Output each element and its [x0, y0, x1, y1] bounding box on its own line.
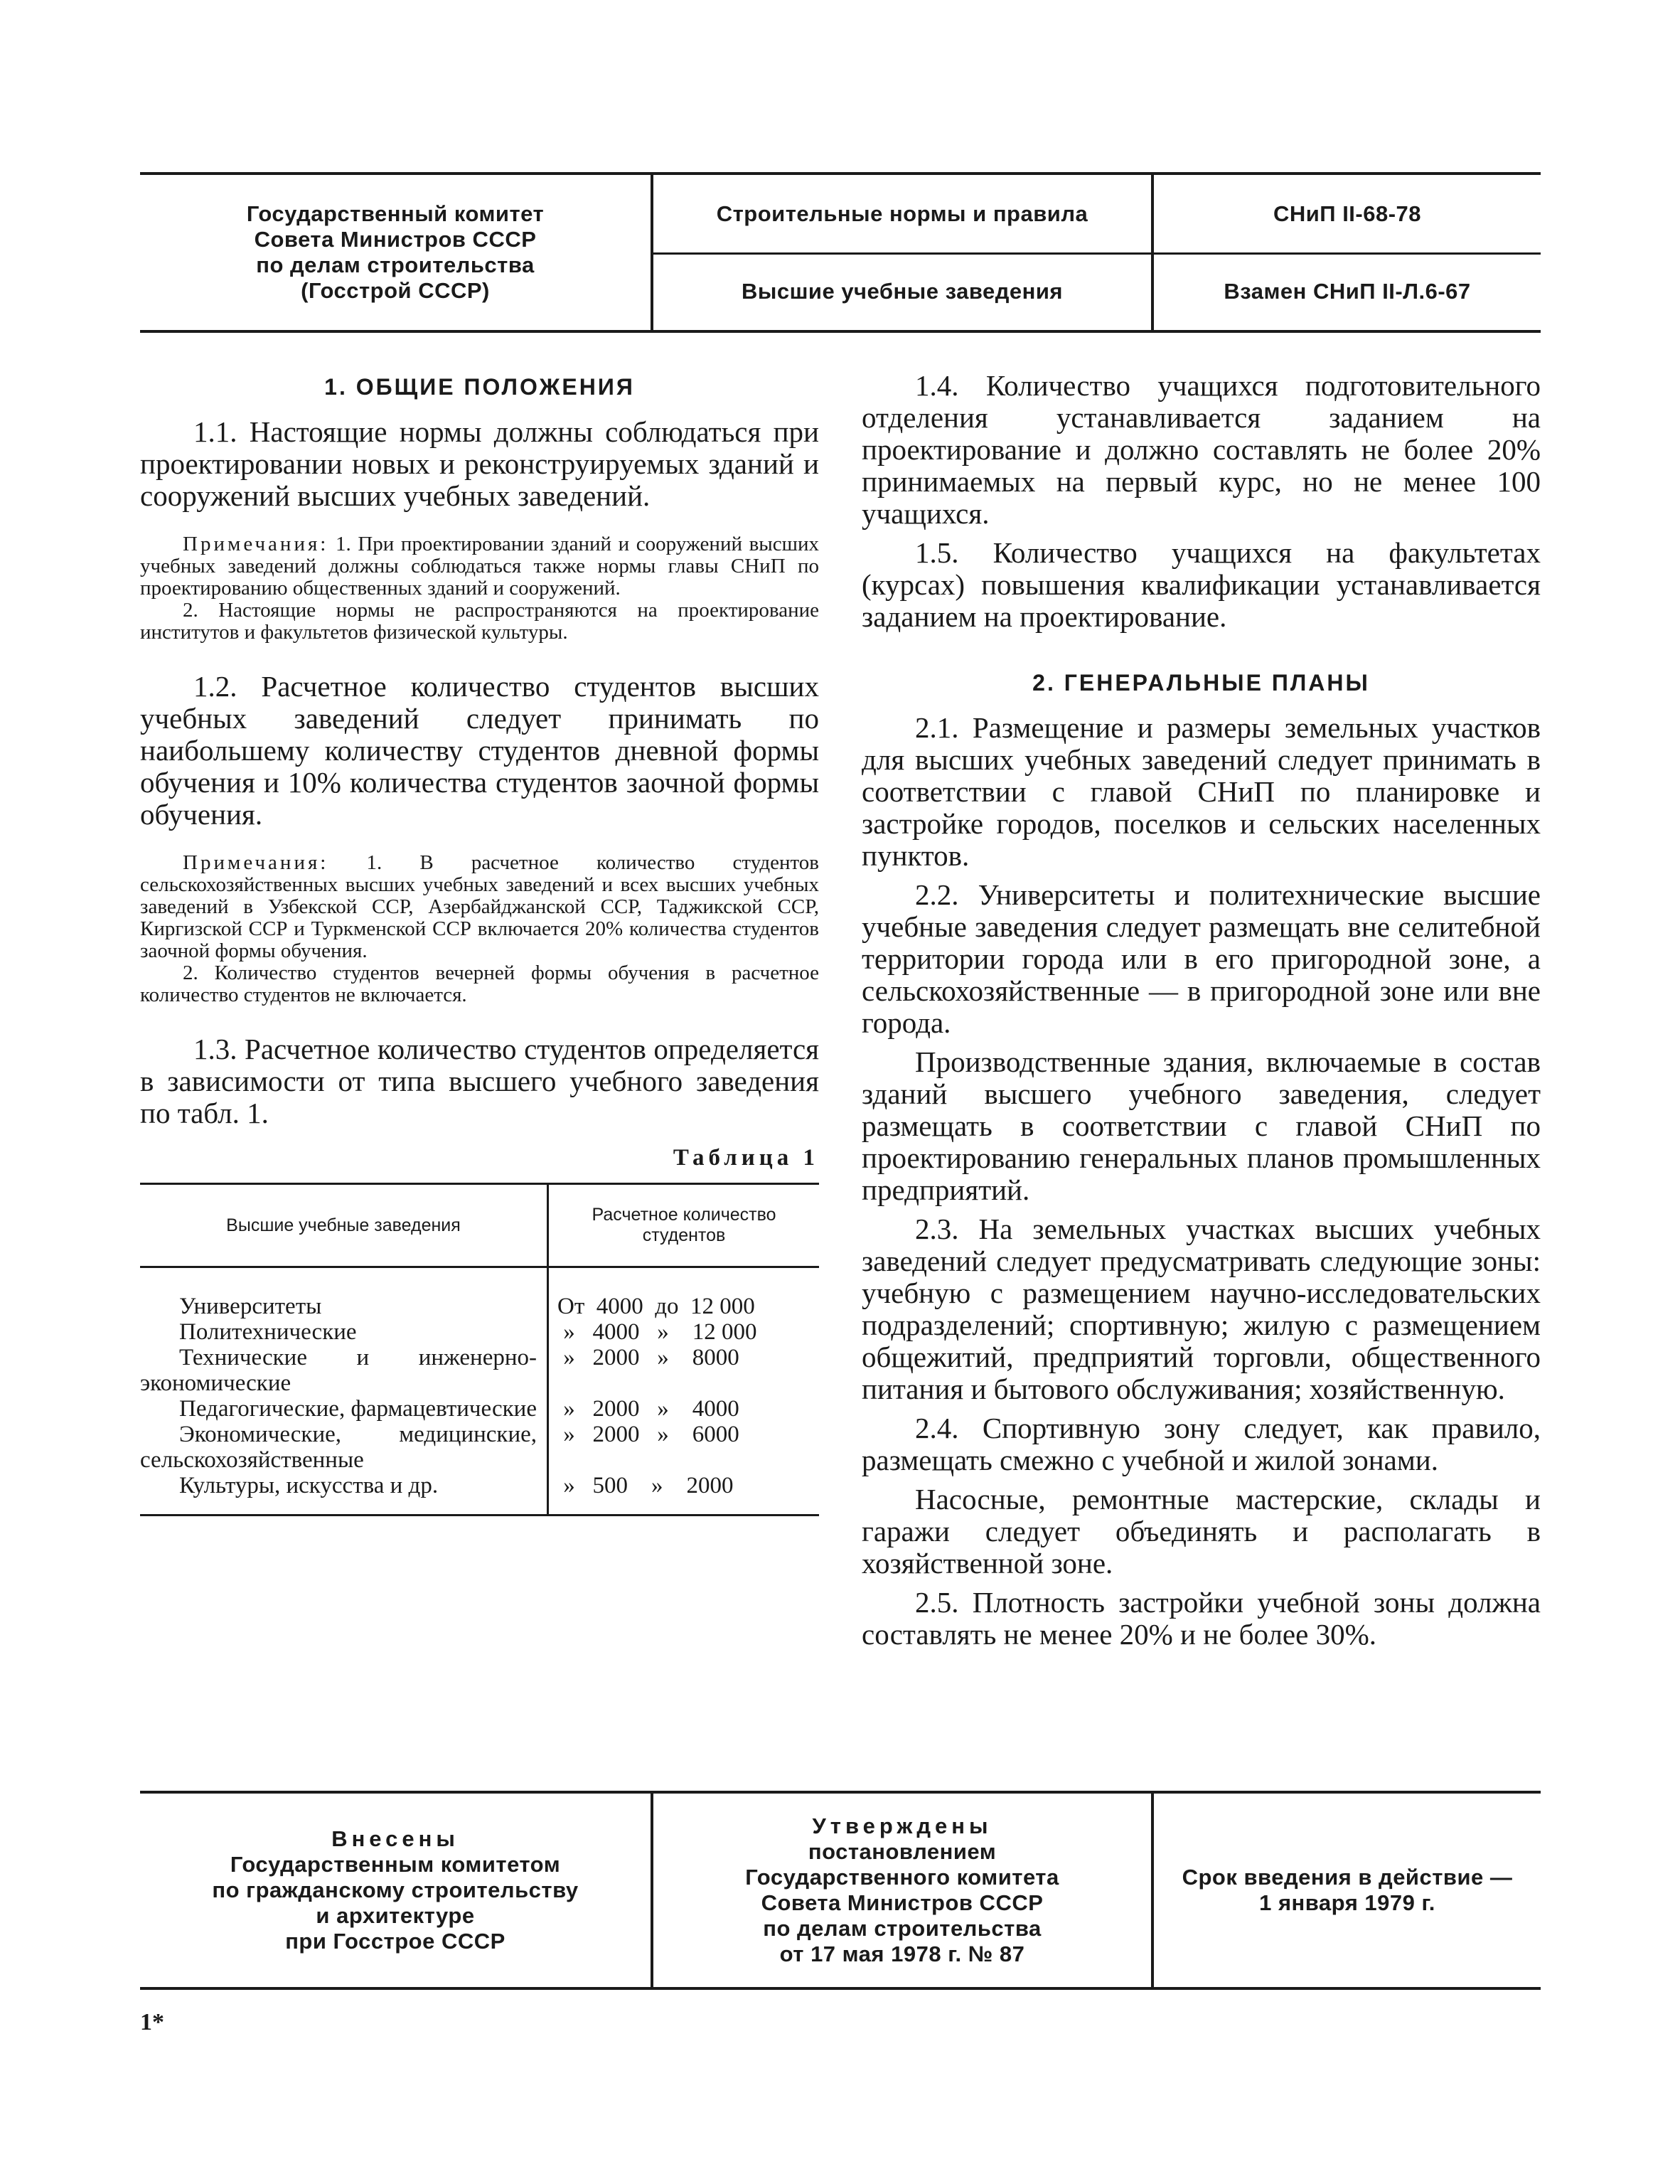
table-caption: Таблица 1 — [673, 1145, 819, 1171]
table-row — [140, 1267, 819, 1320]
effective-date-block: Срок введения в действие — 1 января 1979 г. — [1182, 1865, 1513, 1915]
notes-2: Примечания: 1. В расчетное количество студентов сельскохозяйственных высших учебных заведений и всех высших учебных заведений в Узбекской ССР, Азербайджанской ССР, Таджикской ССР, Киргизской ССР и Туркменской ССР включается 20% количества студентов заочной формы обучения. 2. Количество студентов вечерней формы обучения в расчетное количество студентов не включается. — [140, 851, 819, 1006]
table-row — [140, 1473, 819, 1516]
document-footer — [140, 1791, 1541, 1990]
paragraph-2-4: 2.4. Спортивную зону следует, как правило, размещать смежно с учебной и жилой зонами. — [862, 1412, 1541, 1476]
table-cell-value: От 4000 до 12 000 — [557, 1294, 755, 1319]
table-cell-value: » 2000 » 8000 — [557, 1345, 739, 1370]
notes-label: Примечания: — [183, 851, 329, 874]
paragraph-2-1: 2.1. Размещение и размеры земельных участков для высших учебных заведений следует принимать в соответствии с главой СНиП по планировке и застройке городов, поселков и сельских населенных пунктов. — [862, 711, 1541, 872]
table-header-students: Расчетное количество студентов — [548, 1184, 820, 1267]
approved-by-block: Утверждены постановлением Государственного комитета Совета Министров СССР по делам строительства от 17 мая 1978 г. № 87 — [745, 1813, 1059, 1966]
paragraph-1-5: 1.5. Количество учащихся на факультетах (курсах) повышения квалификации устанавливается заданием на проектирование. — [862, 536, 1541, 633]
subject-title: Высшие учебные заведения — [741, 278, 1064, 304]
issuing-committee: Государственный комитет Совета Министров СССР по делам строительства (Госстрой СССР) — [246, 201, 545, 303]
paragraph-1-3: 1.3. Расчетное количество студентов определяется в зависимости от типа высшего учебного заведения по табл. 1. — [140, 1033, 819, 1129]
paragraph-2-5: 2.5. Плотность застройки учебной зоны должна составлять не менее 20% и не более 30%. — [862, 1586, 1541, 1651]
table-row — [140, 1422, 819, 1473]
introduced-by-block: Внесены Государственным комитетом по гражданскому строительству и архитектуре при Госстрое СССР — [212, 1826, 579, 1954]
paragraph-2-3: 2.3. На земельных участках высших учебных заведений следует предусматривать следующие зоны: учебную с размещением научно-исследовательских подразделений; спортивную; жилую с размещением общежитий, предприятий торговли, общественного питания и бытового обслуживания; хозяйственную. — [862, 1213, 1541, 1405]
table-cell-value: » 2000 » 4000 — [557, 1396, 739, 1422]
left-column — [140, 370, 819, 1516]
table-cell-name: Экономические, медицинские, сельскохозяйственные — [140, 1422, 548, 1473]
replaces-code: Взамен СНиП II-Л.6-67 — [1224, 278, 1471, 304]
note-item: 2. Настоящие нормы не распространяются на проектирование институтов и факультетов физической культуры. — [140, 599, 819, 644]
note-item: 2. Количество студентов вечерней формы обучения в расчетное количество студентов не включается. — [140, 962, 819, 1006]
section-2-title: 2. ГЕНЕРАЛЬНЫЕ ПЛАНЫ — [1032, 670, 1370, 696]
table-cell-name: Политехнические — [140, 1319, 548, 1345]
norms-title-block — [653, 175, 1151, 330]
table-cell-value: » 500 » 2000 — [557, 1473, 734, 1498]
notes-1: Примечания: 1. При проектировании зданий и сооружений высших учебных заведений должны соблюдаться также нормы главы СНиП по проектированию общественных зданий и сооружений. 2. Настоящие нормы не распространяются на проектирование институтов и факультетов физической культуры. — [140, 533, 820, 644]
paragraph-1-1: 1.1. Настоящие нормы должны соблюдаться при проектировании новых и реконструируемых зданий и сооружений высших учебных заведений. — [140, 415, 819, 512]
document-code: СНиП II-68-78 — [1273, 201, 1422, 226]
code-block — [1154, 175, 1541, 330]
table-header-institution: Высшие учебные заведения — [140, 1184, 548, 1267]
paragraph-1-4: 1.4. Количество учащихся подготовительного отделения устанавливается заданием на проектирование и должно составлять не более 20% принимаемых на первый курс, но не менее 100 учащихся. — [862, 369, 1541, 530]
page-number: 1* — [140, 2009, 164, 2035]
right-column — [862, 370, 1541, 1658]
paragraph-2-2: 2.2. Университеты и политехнические высшие учебные заведения следует размещать вне селитебной территории города или в его пригородной зоне, а сельскохозяйственные — в пригородной зоне или вне города. — [862, 878, 1541, 1039]
paragraph-2-4-continued: Насосные, ремонтные мастерские, склады и гаражи следует объединять и располагать в хозяйственной зоне. — [862, 1483, 1541, 1580]
notes-label: Примечания: — [183, 533, 329, 555]
norms-title: Строительные нормы и правила — [716, 201, 1088, 226]
table-cell-name: Университеты — [140, 1267, 548, 1320]
table-cell-value: » 4000 » 12 000 — [557, 1319, 757, 1345]
table-cell-name: Технические и инженерно-экономические — [140, 1345, 548, 1396]
table-cell-name: Педагогические, фармацевтические — [140, 1396, 548, 1422]
section-1-title: 1. ОБЩИЕ ПОЛОЖЕНИЯ — [324, 374, 635, 400]
paragraph-2-2-continued: Производственные здания, включаемые в состав зданий высшего учебного заведения, следует размещать в соответствии с главой СНиП по проектированию генеральных планов промышленных предприятий. — [862, 1045, 1541, 1206]
table-row — [140, 1345, 819, 1396]
table-cell-value: » 2000 » 6000 — [557, 1422, 739, 1447]
document-header — [140, 172, 1541, 333]
table-1 — [140, 1183, 819, 1516]
table-cell-name: Культуры, искусства и др. — [140, 1473, 548, 1516]
table-row — [140, 1396, 819, 1422]
table-row — [140, 1319, 819, 1345]
paragraph-1-2: 1.2. Расчетное количество студентов высших учебных заведений следует принимать по наибольшему количеству студентов дневной формы обучения и 10% количества студентов заочной формы обучения. — [140, 670, 819, 831]
